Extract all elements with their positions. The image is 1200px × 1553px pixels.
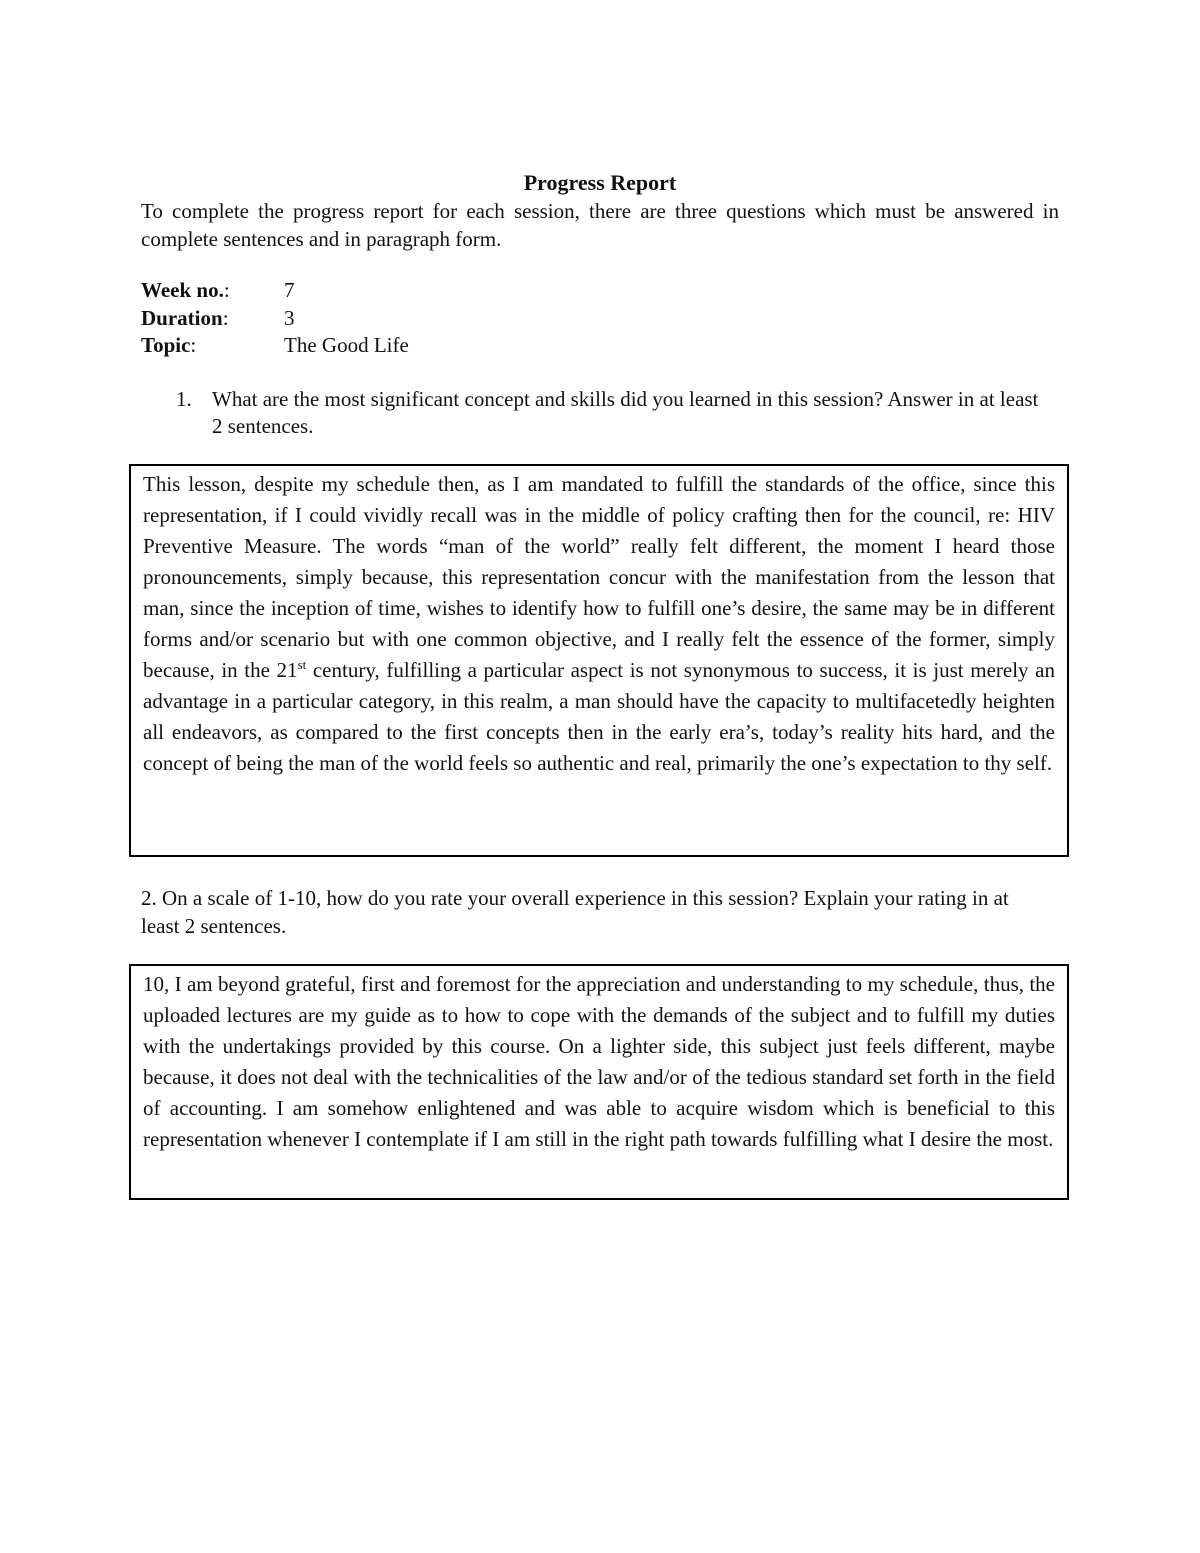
week-separator: : <box>223 278 230 302</box>
topic-label: Topic <box>141 333 191 357</box>
topic-row <box>141 332 541 359</box>
week-label: Week no. <box>141 278 224 302</box>
question-1-number: 1. <box>176 387 192 411</box>
question-2-text: 2. On a scale of 1-10, how do you rate your overall experience in this session? Explain your rating in at least 2 sentences. <box>141 886 1009 938</box>
answer-1-text-part1: This lesson, despite my schedule then, as I am mandated to fulfill the standards of the office, since this representation, if I could vividly recall was in the middle of policy crafting then for the council, re: HIV Preventive Measure. The words “man of the world” really felt different, the moment I heard those pronouncements, simply because, this representation concur with the manifestation from the lesson that man, since the inception of time, wishes to identify how to fulfill one’s desire, the same may be in different forms and/or scenario but with one common objective, and I really felt the essence of the former, simply because, in the 21 <box>143 472 1055 682</box>
topic-separator: : <box>190 333 197 357</box>
intro-paragraph: To complete the progress report for each session, there are three questions which must be answered in complete sentences and in paragraph form. <box>141 199 1059 251</box>
answer-2-text: 10, I am beyond grateful, first and foremost for the appreciation and understanding to my schedule, thus, the uploaded lectures are my guide as to how to cope with the demands of the subject and to fulfill my duties with the undertakings provided by this course. On a lighter side, this subject just feels different, maybe because, it does not deal with the technicalities of the law and/or of the tedious standard set forth in the field of accounting. I am somehow enlightened and was able to acquire wisdom which is beneficial to this representation whenever I contemplate if I am still in the right path towards fulfilling what I desire the most. <box>143 972 1055 1151</box>
week-label-group <box>141 277 230 304</box>
duration-row <box>141 305 541 332</box>
answer-1-text <box>143 469 1055 779</box>
duration-separator: : <box>222 306 229 330</box>
answer-1-box <box>129 464 1069 857</box>
answer-1-superscript: st <box>297 657 307 672</box>
week-value: 7 <box>284 278 295 302</box>
question-1-text: What are the most significant concept and skills did you learned in this session? Answer in at least 2 sentences. <box>212 387 1039 438</box>
duration-label-group <box>141 305 229 332</box>
page-title: Progress Report <box>523 170 677 195</box>
duration-label: Duration <box>141 306 223 330</box>
answer-1-text-part2: century, fulfilling a particular aspect is not synonymous to success, it is just merely an advantage in a particular category, in this realm, a man should have the capacity to multifacetedly heighten all endeavors, as compared to the first concepts then in the early era’s, today’s reality hits hard, and the concept of being the man of the world feels so authentic and real, primarily the one’s expectation to thy self. <box>143 658 1056 775</box>
topic-value: The Good Life <box>284 333 409 357</box>
week-row <box>141 277 541 304</box>
answer-2-box <box>129 964 1069 1200</box>
topic-label-group <box>141 332 196 359</box>
duration-value: 3 <box>284 306 295 330</box>
